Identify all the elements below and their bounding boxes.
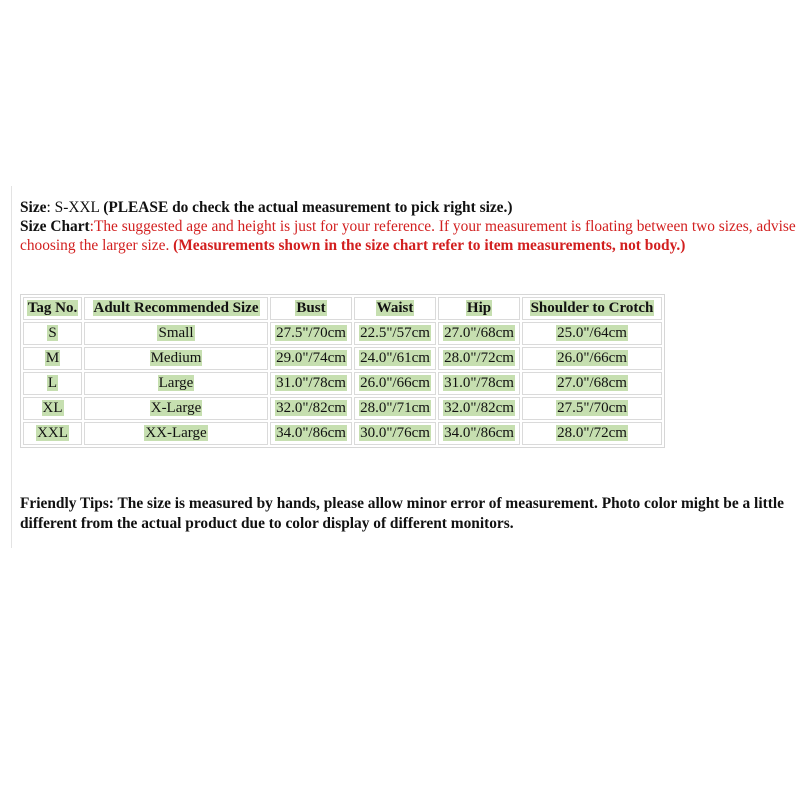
cell-waist: 30.0"/76cm [354, 422, 436, 445]
cell-hip: 32.0"/82cm [438, 397, 520, 420]
cell-hip: 28.0"/72cm [438, 347, 520, 370]
size-chart-label: Size Chart [20, 218, 90, 235]
cell-tag: XL [23, 397, 82, 420]
size-colon: : [46, 199, 51, 216]
cell-shoulder: 26.0"/66cm [522, 347, 662, 370]
cell-tag: L [23, 372, 82, 395]
size-chart-line [20, 217, 796, 255]
cell-waist: 26.0"/66cm [354, 372, 436, 395]
table-row [23, 322, 662, 345]
cell-waist: 24.0"/61cm [354, 347, 436, 370]
table-row [23, 422, 662, 445]
cell-bust: 34.0"/86cm [270, 422, 352, 445]
cell-tag: XXL [23, 422, 82, 445]
header-shoulder-to-crotch: Shoulder to Crotch [522, 297, 662, 320]
cell-bust: 29.0"/74cm [270, 347, 352, 370]
cell-hip: 31.0"/78cm [438, 372, 520, 395]
table-row [23, 347, 662, 370]
cell-waist: 22.5"/57cm [354, 322, 436, 345]
cell-bust: 27.5"/70cm [270, 322, 352, 345]
table-header-row [23, 297, 662, 320]
cell-size: X-Large [84, 397, 268, 420]
friendly-tips [20, 494, 796, 534]
left-divider [11, 186, 12, 548]
cell-hip: 27.0"/68cm [438, 322, 520, 345]
cell-bust: 32.0"/82cm [270, 397, 352, 420]
size-label: Size [20, 199, 47, 216]
table-row [23, 372, 662, 395]
size-value: S-XXL [50, 199, 104, 216]
tips-text: Friendly Tips: The size is measured by hands, please allow minor error of measurement. Photo color might be a little different from the actual product due to color display of different monitors. [20, 495, 784, 532]
cell-shoulder: 27.0"/68cm [522, 372, 662, 395]
cell-shoulder: 25.0"/64cm [522, 322, 662, 345]
header-hip: Hip [438, 297, 520, 320]
cell-size: Large [84, 372, 268, 395]
cell-tag: M [23, 347, 82, 370]
cell-waist: 28.0"/71cm [354, 397, 436, 420]
size-chart-text: The suggested age and height is just for your reference. If your measurement is floating between two sizes, advise choosing the larger size. [20, 218, 796, 254]
cell-shoulder: 27.5"/70cm [522, 397, 662, 420]
cell-hip: 34.0"/86cm [438, 422, 520, 445]
cell-size: Medium [84, 347, 268, 370]
header-waist: Waist [354, 297, 436, 320]
size-line [20, 198, 796, 217]
size-info [20, 198, 796, 255]
cell-size: Small [84, 322, 268, 345]
cell-shoulder: 28.0"/72cm [522, 422, 662, 445]
cell-bust: 31.0"/78cm [270, 372, 352, 395]
header-bust: Bust [270, 297, 352, 320]
table-row [23, 397, 662, 420]
size-note: (PLEASE do check the actual measurement to pick right size.) [103, 199, 513, 216]
size-table [20, 294, 665, 448]
cell-size: XX-Large [84, 422, 268, 445]
header-tag-no: Tag No. [23, 297, 82, 320]
header-recommended-size: Adult Recommended Size [84, 297, 268, 320]
size-chart-colon: : [89, 218, 94, 235]
cell-tag: S [23, 322, 82, 345]
size-chart-bold-note: (Measurements shown in the size chart refer to item measurements, not body.) [173, 237, 686, 254]
